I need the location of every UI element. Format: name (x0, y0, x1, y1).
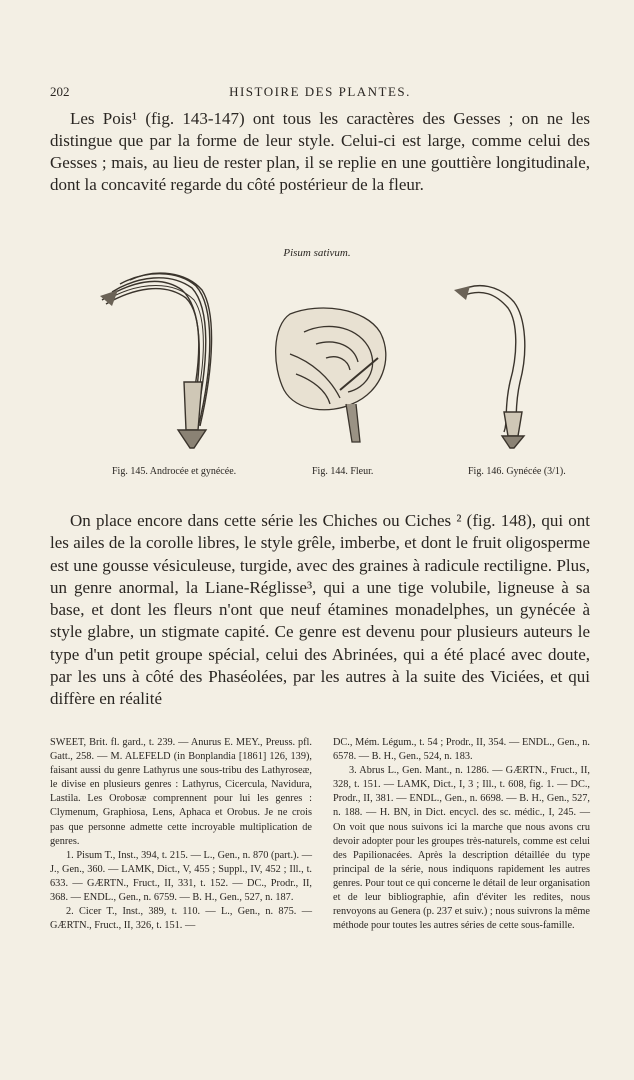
footnotes-left-column (50, 736, 312, 933)
running-title: HISTOIRE DES PLANTES. (229, 84, 411, 99)
figure-caption-145: Fig. 145. Androcée et gynécée. (112, 466, 237, 477)
footnote-3: 3. Abrus L., Gen. Mant., n. 1286. — GÆRTN., Fruct., II, 328, t. 151. — LAMK, Dict., I, 3 ; Ill., t. 608, fig. 1. — DC., Prodr., II, 381. — ENDL., Gen., n. 6698. — B. H., Gen., 527, n. 188. — H. BN, in Dict. encycl. des sc. médic., I, 245. — On voit que nous suivons ici la marche que nous avons cru devoir adopter pour les groupes très-naturels, comme est celui des Papilionacées. Après la description détaillée du type principal de la série, nous indiquons rapidement les autres genres. Pour tout ce qui concerne le détail de leur organisation et de leur bibliographie, afin d'éviter les redites, nous renvoyons au Genera (p. 237 et suiv.) ; nous suivrons la même méthode pour toutes les autres séries de cette sous-famille. (333, 765, 590, 932)
botanical-illustrations (90, 262, 560, 458)
footnote-continuation: SWEET, Brit. fl. gard., t. 239. — Anurus E. MEY., Preuss. pfl. Gatt., 258. — M. ALEFELD (in Bonplandia [1861] 126, 139), faisant aussi du genre Lathyrus une sous-tribu des Lathyroseæ, le divise en plusieurs genres : Lathyrus, Cicercula, Navidura, Lastila. Les Orobosæ comprennent pour lui les genres : Clymenum, Graphiosa, Lens, Aphaca et Orobus. Je ne crois pas que personne admette cette incroyable multiplication de genres. (50, 737, 312, 847)
page-header (50, 84, 590, 102)
figure-title: Pisum sativum. (283, 247, 351, 259)
body-paragraph-2: On place encore dans cette série les Chiches ou Ciches ² (fig. 148), qui ont les ailes de la corolle libres, le style grêle, imberbe, et dont le fruit oligosperme est une gousse vésiculeuse, turgide, avec des graines à radicule rectiligne. Plus, un genre anormal, la Liane-Réglisse³, qui a une tige volubile, ligneuse à sa base, et dont les fleurs n'ont que neuf étamines monadelphes, un gynécée à style glabre, un stigmate capité. Ce genre est devenu pour plusieurs auteurs le type d'un petit groupe spécial, celui des Abrinées, qui a été placé avec doute, par les uns à côté des Phaséolées, par les autres à la suite des Viciées, et qui diffère en réalité (50, 511, 590, 709)
androecium-illustration (100, 273, 212, 448)
footnote-2-continuation: DC., Mém. Légum., t. 54 ; Prodr., II, 354. — ENDL., Gen., n. 6578. — B. H., Gen., 524, n. 183. (333, 737, 590, 763)
footnote-2: 2. Cicer T., Inst., 389, t. 110. — L., Gen., n. 875. — GÆRTN., Fruct., II, 326, t. 151. — (50, 906, 312, 932)
figure-caption-146: Fig. 146. Gynécée (3/1). (468, 466, 566, 477)
figure-caption-144: Fig. 144. Fleur. (312, 466, 374, 477)
flower-illustration (276, 308, 386, 442)
page-number: 202 (50, 84, 70, 99)
footnotes-right-column (333, 736, 590, 933)
gynoecium-illustration (454, 286, 525, 448)
footnote-1: 1. Pisum T., Inst., 394, t. 215. — L., Gen., n. 870 (part.). — J., Gen., 360. — LAMK, Dict., V, 455 ; Suppl., IV, 452 ; Ill., t. 633. — GÆRTN., Fruct., II, 331, t. 152. — DC., Prodr., II, 368. — ENDL., Gen., n. 6759. — B. H., Gen., 527, n. 187. (50, 849, 312, 904)
body-paragraph-1: Les Pois¹ (fig. 143-147) ont tous les caractères des Gesses ; on ne les distingue que par la forme de leur style. Celui-ci est large, comme celui des Gesses ; mais, au lieu de rester plan, il se replie en une gouttière longitudinale, dont la concavité regarde du côté postérieur de la fleur. (50, 109, 590, 194)
